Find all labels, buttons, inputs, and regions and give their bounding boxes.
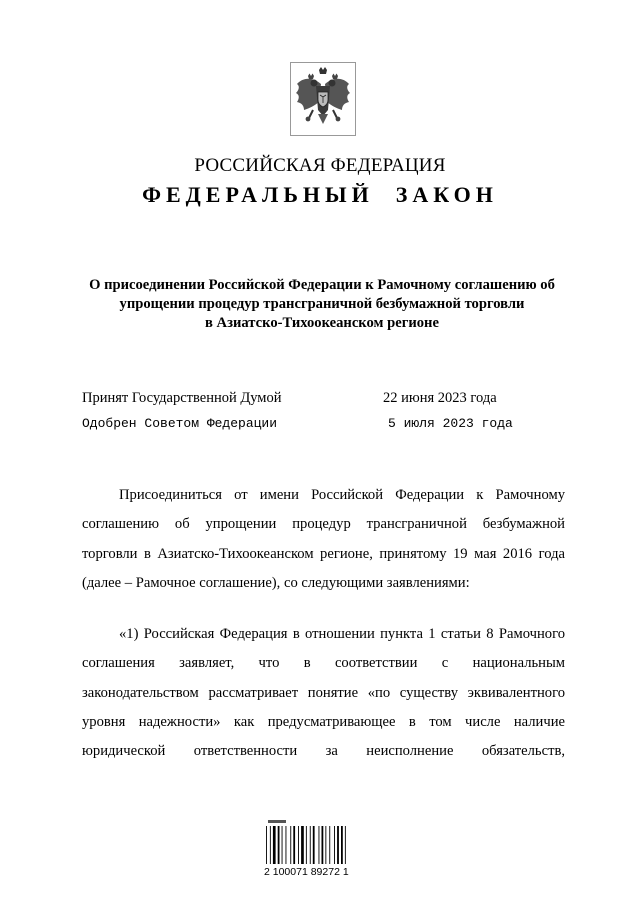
law-title-line: О присоединении Российской Федерации к Рамочному соглашению об bbox=[89, 277, 555, 293]
law-title-line: упрощении процедур трансграничной безбумажной торговли bbox=[119, 296, 525, 312]
paragraph-line: «1) Российская Федерация в отношении пункта 1 статьи 8 Рамочного bbox=[119, 626, 565, 642]
paragraph-line: уровня надежности» как предусматривающее в том числе наличие bbox=[82, 713, 565, 730]
law-title-line: в Азиатско-Тихоокеанском регионе bbox=[205, 315, 439, 331]
country-name: РОССИЙСКАЯ ФЕДЕРАЦИЯ bbox=[194, 155, 446, 176]
adopted-by-duma-label: Принят Государственной Думой bbox=[82, 390, 282, 406]
law-title bbox=[60, 276, 584, 333]
body-paragraph-2 bbox=[82, 620, 565, 766]
paragraph-line: соглашения заявляет, что в соответствии с национальным bbox=[82, 655, 565, 672]
approved-date: 5 июля 2023 года bbox=[388, 416, 513, 431]
approved-by-council-label: Одобрен Советом Федерации bbox=[82, 416, 278, 431]
coat-of-arms-russia-icon bbox=[290, 62, 356, 136]
document-type-word-2: ЗАКОН bbox=[395, 182, 498, 207]
approval-row bbox=[82, 416, 552, 436]
paragraph-line: юридической ответственности за неисполнение обязательств, bbox=[82, 743, 565, 760]
paragraph-line: соглашению об упрощении процедур трансграничной безбумажной bbox=[82, 516, 565, 533]
document-type bbox=[0, 182, 640, 208]
coat-of-arms-emblem bbox=[290, 62, 356, 136]
adopted-date: 22 июня 2023 года bbox=[383, 390, 497, 406]
barcode-icon bbox=[264, 820, 360, 864]
barcode-number: 2 100071 89272 1 bbox=[264, 866, 349, 878]
document-type-word-1: ФЕДЕРАЛЬНЫЙ bbox=[142, 182, 374, 207]
paragraph-line: законодательством рассматривает понятие «по существу эквивалентного bbox=[82, 684, 565, 701]
adoption-row bbox=[82, 390, 552, 410]
paragraph-line: Присоединиться от имени Российской Федерации к Рамочному bbox=[119, 487, 565, 503]
paragraph-line: торговли в Азиатско-Тихоокеанском регионе, принятому 19 мая 2016 года bbox=[82, 545, 565, 562]
paragraph-line: (далее – Рамочное соглашение), со следующими заявлениями: bbox=[82, 574, 470, 591]
body-paragraph-1 bbox=[82, 481, 565, 598]
